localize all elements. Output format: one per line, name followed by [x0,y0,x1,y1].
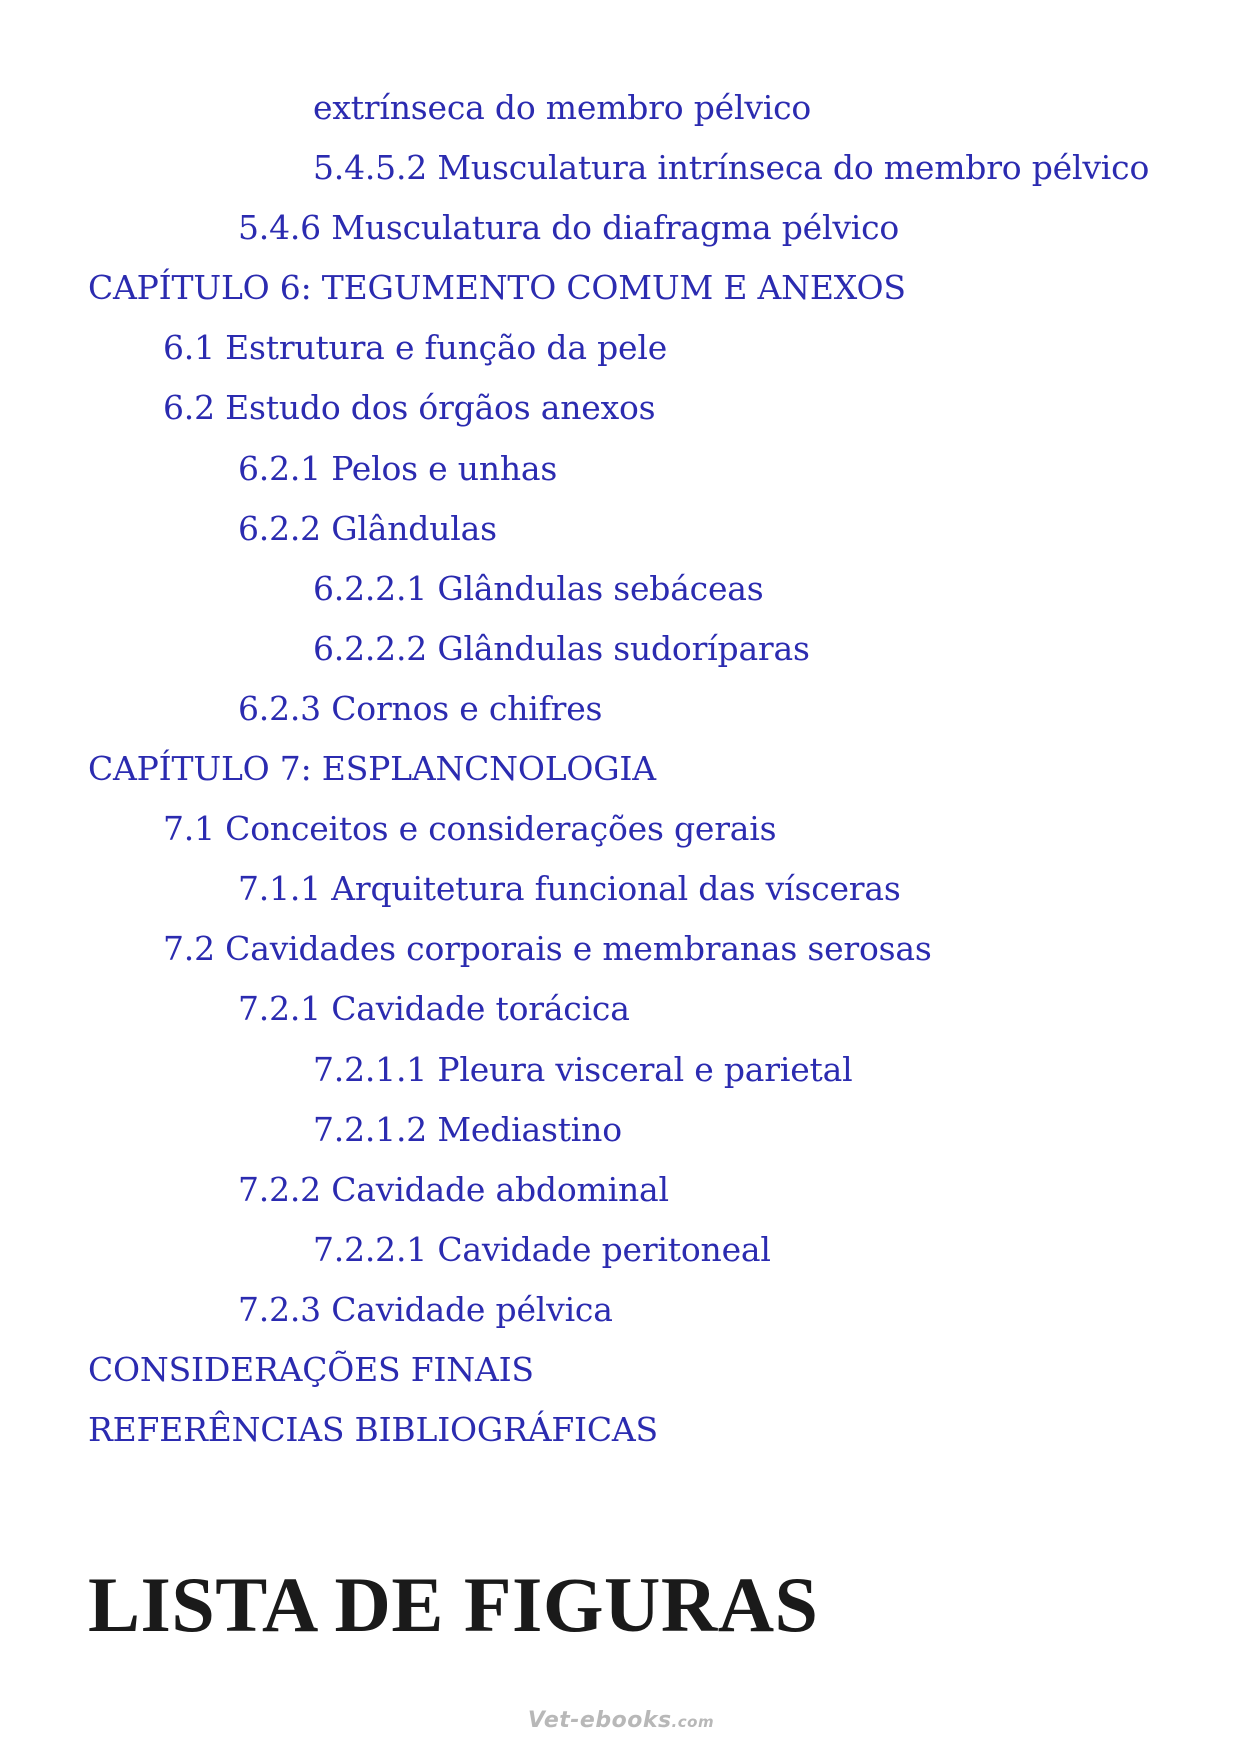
toc-link[interactable]: 7.2 Cavidades corporais e membranas serosas [163,929,932,969]
toc-link[interactable]: 6.2.1 Pelos e unhas [238,448,558,488]
toc-link[interactable]: 6.2.2.2 Glândulas sudoríparas [313,628,810,668]
toc-link[interactable]: 7.1.1 Arquitetura funcional das vísceras [238,869,901,909]
toc-link[interactable]: 7.2.1.1 Pleura visceral e parietal [313,1049,853,1089]
toc-link[interactable]: 6.2 Estudo dos órgãos anexos [163,388,656,428]
toc-link[interactable]: 7.2.2 Cavidade abdominal [238,1169,669,1209]
toc-link[interactable]: 7.2.2.1 Cavidade peritoneal [313,1229,771,1269]
toc-link[interactable]: 6.2.3 Cornos e chifres [238,688,603,728]
toc-link[interactable]: CAPÍTULO 6: TEGUMENTO COMUM E ANEXOS [88,268,906,308]
toc-link[interactable]: extrínseca do membro pélvico [313,88,812,127]
section-heading: LISTA DE FIGURAS [88,1561,819,1648]
toc-link[interactable]: 6.2.2.1 Glândulas sebáceas [313,568,764,608]
watermark-name: Vet-ebooks [527,1708,672,1733]
toc-link[interactable]: REFERÊNCIAS BIBLIOGRÁFICAS [88,1410,658,1450]
toc-link[interactable]: CAPÍTULO 7: ESPLANCNOLOGIA [88,749,656,789]
toc-link[interactable]: 7.1 Conceitos e considerações gerais [163,809,777,849]
table-of-contents [0,78,1242,1460]
toc-link[interactable]: 7.2.1.2 Mediastino [313,1109,622,1149]
toc-link[interactable]: 6.1 Estrutura e função da pele [163,328,668,368]
toc-link[interactable]: CONSIDERAÇÕES FINAIS [88,1349,534,1389]
toc-link[interactable]: 7.2.1 Cavidade torácica [238,989,630,1029]
toc-link[interactable]: 6.2.2 Glândulas [238,508,497,548]
toc-link[interactable]: 5.4.6 Musculatura do diafragma pélvico [238,208,900,248]
toc-link[interactable]: 7.2.3 Cavidade pélvica [238,1289,613,1329]
toc-link[interactable]: 5.4.5.2 Musculatura intrínseca do membro pélvico [313,148,1150,188]
watermark-logo [0,1708,1242,1733]
watermark-tld: .com [671,1713,715,1731]
